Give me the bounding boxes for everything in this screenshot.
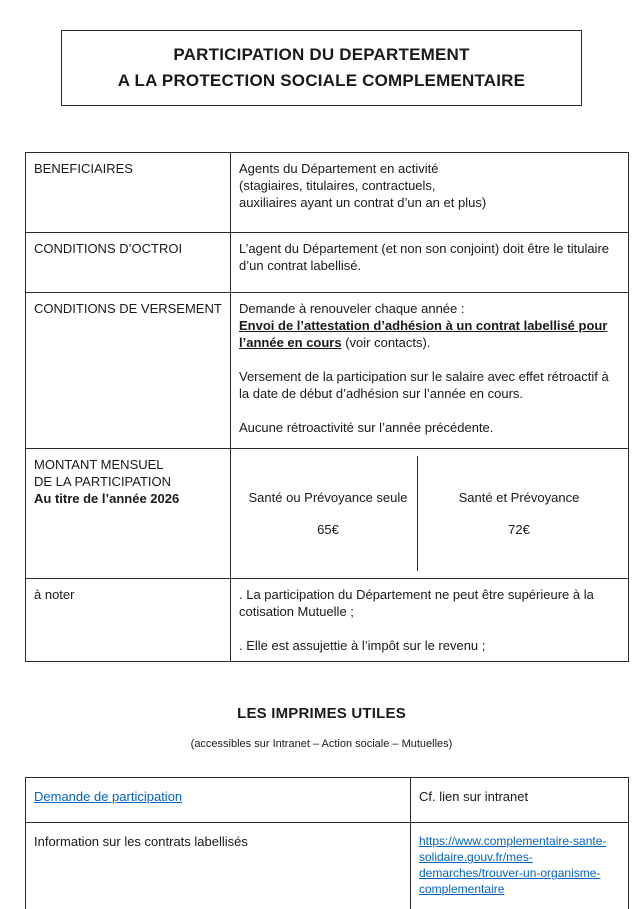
row-content-a-noter bbox=[231, 579, 629, 662]
imprimes-row2-left: Information sur les contrats labellisés bbox=[26, 823, 411, 909]
imprimes-table bbox=[25, 777, 629, 909]
title-box bbox=[61, 30, 582, 106]
versement-paragraph3: Aucune rétroactivité sur l’année précédente. bbox=[239, 420, 494, 435]
imprimes-row1-right: Cf. lien sur intranet bbox=[411, 778, 629, 823]
montant-col1-value: 65€ bbox=[317, 522, 339, 537]
row-label-montant bbox=[26, 449, 231, 579]
row-beneficiaires bbox=[26, 153, 629, 233]
beneficiaires-line2: (stagiaires, titulaires, contractuels, bbox=[239, 178, 436, 193]
montant-label-line3: Au titre de l’année 2026 bbox=[34, 491, 180, 506]
row-label-beneficiaires: BENEFICIAIRES bbox=[26, 153, 231, 233]
imprimes-heading: LES IMPRIMES UTILES bbox=[237, 705, 406, 722]
versement-bold-paragraph bbox=[239, 317, 620, 351]
row-conditions-versement bbox=[26, 293, 629, 449]
row-content-conditions-versement bbox=[231, 293, 629, 449]
main-table-container bbox=[25, 152, 643, 662]
row-content-montant bbox=[231, 449, 629, 579]
imprimes-row1-left bbox=[26, 778, 411, 823]
document-title-line1: PARTICIPATION DU DEPARTEMENT bbox=[173, 45, 470, 64]
row-content-beneficiaires bbox=[231, 153, 629, 233]
versement-paragraph2: Versement de la participation sur le salaire avec effet rétroactif à la date de début d’adhésion sur l’année en cours. bbox=[239, 369, 609, 401]
document-title-line2: A LA PROTECTION SOCIALE COMPLEMENTAIRE bbox=[117, 71, 526, 90]
montant-label-line2: DE LA PARTICIPATION bbox=[34, 474, 172, 489]
versement-after-bold-text: (voir contacts). bbox=[341, 335, 431, 350]
imprimes-row-contrats bbox=[26, 823, 629, 909]
montant-col1-header: Santé ou Prévoyance seule bbox=[248, 490, 408, 505]
contrats-labellises-url-link[interactable]: https://www.complementaire-sante-solidaire.gouv.fr/mes-demarches/trouver-un-organisme-complementaire bbox=[419, 834, 607, 896]
imprimes-row-demande bbox=[26, 778, 629, 823]
row-conditions-octroi bbox=[26, 233, 629, 293]
demande-participation-link[interactable]: Demande de participation bbox=[34, 789, 183, 804]
a-noter-paragraph2: . Elle est assujettie à l’impôt sur le revenu ; bbox=[239, 638, 486, 653]
montant-column-sante-ou-prevoyance bbox=[239, 456, 417, 571]
beneficiaires-line1: Agents du Département en activité bbox=[239, 161, 439, 176]
imprimes-row2-right bbox=[411, 823, 629, 909]
versement-bold-underline-text: Envoi de l’attestation d’adhésion à un contrat labellisé pour l’année en cours bbox=[239, 318, 608, 350]
row-a-noter bbox=[26, 579, 629, 662]
row-label-conditions-octroi: CONDITIONS D’OCTROI bbox=[26, 233, 231, 293]
montant-col2-header: Santé et Prévoyance bbox=[458, 490, 580, 505]
imprimes-table-container bbox=[25, 777, 643, 909]
imprimes-subheading: (accessibles sur Intranet – Action sociale – Mutuelles) bbox=[190, 738, 453, 750]
montant-grid bbox=[239, 456, 620, 571]
row-label-a-noter: à noter bbox=[26, 579, 231, 662]
montant-column-sante-et-prevoyance bbox=[417, 456, 620, 571]
montant-label-line1: MONTANT MENSUEL bbox=[34, 457, 164, 472]
row-label-conditions-versement: CONDITIONS DE VERSEMENT bbox=[26, 293, 231, 449]
row-content-conditions-octroi: L’agent du Département (et non son conjoint) doit être le titulaire d’un contrat labellisé. bbox=[231, 233, 629, 293]
main-table bbox=[25, 152, 629, 662]
row-montant bbox=[26, 449, 629, 579]
versement-intro: Demande à renouveler chaque année : bbox=[239, 301, 465, 316]
beneficiaires-line3: auxiliaires ayant un contrat d’un an et plus) bbox=[239, 195, 487, 210]
a-noter-paragraph1: . La participation du Département ne peut être supérieure à la cotisation Mutuelle ; bbox=[239, 587, 594, 619]
montant-col2-value: 72€ bbox=[508, 522, 530, 537]
